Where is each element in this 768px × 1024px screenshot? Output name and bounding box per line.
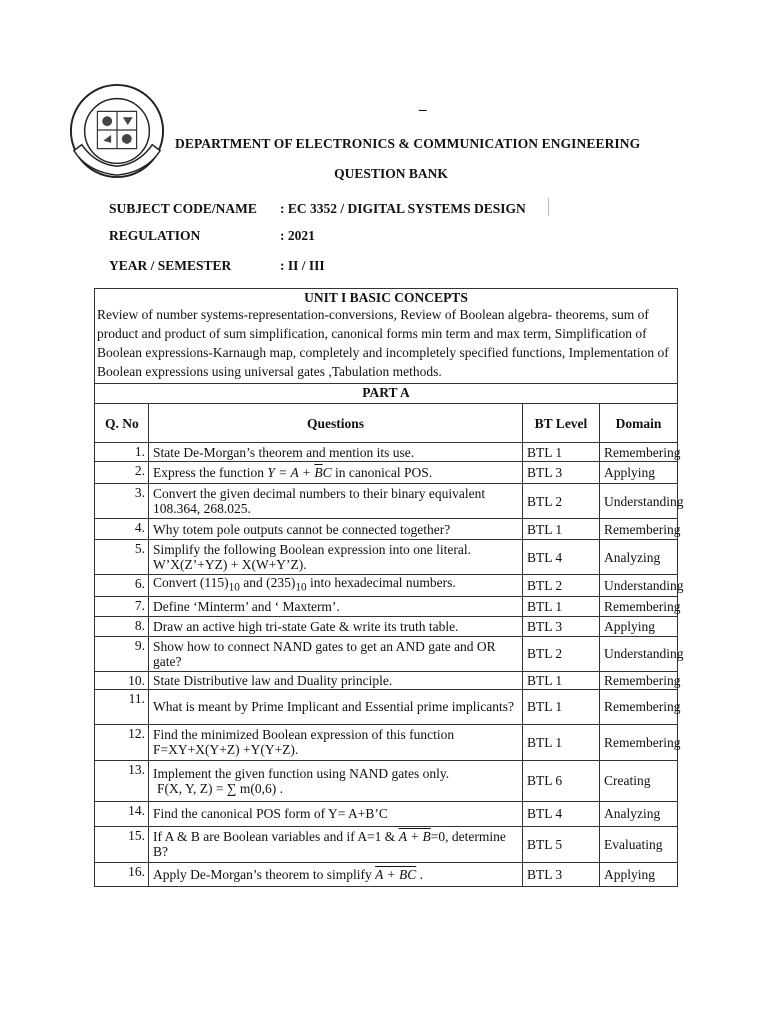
row-domain: Remembering bbox=[600, 596, 678, 616]
row-question: What is meant by Prime Implicant and Essential prime implicants? bbox=[149, 689, 523, 724]
table-row bbox=[95, 540, 677, 575]
row-number: 16. bbox=[95, 862, 149, 886]
table-row bbox=[95, 689, 677, 724]
table-header-row bbox=[95, 404, 677, 443]
part-heading: PART A bbox=[95, 383, 677, 403]
row-bt-level: BTL 2 bbox=[523, 575, 600, 597]
row-domain: Applying bbox=[600, 462, 678, 484]
table-row bbox=[95, 636, 677, 671]
row-question: Find the canonical POS form of Y= A+B’C bbox=[149, 801, 523, 826]
meta-value-regulation: : 2021 bbox=[280, 228, 315, 243]
row-number: 13. bbox=[95, 760, 149, 801]
table-row bbox=[95, 616, 677, 636]
question-bank-frame bbox=[94, 288, 684, 887]
meta-value-year-semester: : II / III bbox=[280, 258, 325, 273]
meta-label-subject: SUBJECT CODE/NAME bbox=[109, 201, 257, 216]
row-question: State Distributive law and Duality principle. bbox=[149, 671, 523, 689]
row-bt-level: BTL 2 bbox=[523, 484, 600, 519]
row-domain: Remembering bbox=[600, 671, 678, 689]
row-domain: Understanding bbox=[600, 636, 678, 671]
row-domain: Applying bbox=[600, 862, 678, 886]
row-number: 9. bbox=[95, 636, 149, 671]
row-question: Convert the given decimal numbers to their binary equivalent 108.364, 268.025. bbox=[149, 484, 523, 519]
unit-description: Review of number systems-representation-conversions, Review of Boolean algebra- theorems, sum of product and product of sum simplification, canonical forms min term and max term, Simplification of Boolean expressions-Karnaugh map, completely and incompletely specified functions, Implementation of Boolean expressions using universal gates ,Tabulation methods. bbox=[97, 307, 669, 379]
row-question: If A & B are Boolean variables and if A=1 & A + B=0, determine B? bbox=[149, 826, 523, 862]
row-number: 8. bbox=[95, 616, 149, 636]
row-domain: Creating bbox=[600, 760, 678, 801]
table-row bbox=[95, 671, 677, 689]
row-question: Draw an active high tri-state Gate & write its truth table. bbox=[149, 616, 523, 636]
row-bt-level: BTL 1 bbox=[523, 443, 600, 462]
header-questions: Questions bbox=[149, 404, 523, 443]
row-question: Define ‘Minterm’ and ‘ Maxterm’. bbox=[149, 596, 523, 616]
unit-title: UNIT I BASIC CONCEPTS bbox=[304, 290, 468, 305]
row-question: Simplify the following Boolean expression into one literal. W’X(Z’+YZ) + X(W+Y’Z). bbox=[149, 540, 523, 575]
row-domain: Remembering bbox=[600, 689, 678, 724]
row-domain: Applying bbox=[600, 616, 678, 636]
row-number: 14. bbox=[95, 801, 149, 826]
header-domain: Domain bbox=[600, 404, 678, 443]
meta-value-subject: : EC 3352 / DIGITAL SYSTEMS DESIGN bbox=[280, 201, 526, 216]
table-row bbox=[95, 462, 677, 484]
table-row bbox=[95, 801, 677, 826]
row-question: Express the function $Y = A + \overline{B}C$ in canonical POS. bbox=[149, 462, 523, 484]
row-number: 11. bbox=[95, 689, 149, 724]
table-row bbox=[95, 826, 677, 862]
table-row bbox=[95, 862, 677, 886]
row-bt-level: BTL 1 bbox=[523, 689, 600, 724]
row-number: 7. bbox=[95, 596, 149, 616]
row-question: Convert $(115)_{10}$ and $(235)_{10}$ into hexadecimal numbers. bbox=[149, 575, 523, 597]
row-domain: Analyzing bbox=[600, 540, 678, 575]
row-domain: Understanding bbox=[600, 484, 678, 519]
row-question: Show how to connect NAND gates to get an AND gate and OR gate? bbox=[149, 636, 523, 671]
row-question: Why totem pole outputs cannot be connected together? bbox=[149, 519, 523, 540]
table-row bbox=[95, 519, 677, 540]
table-row bbox=[95, 443, 677, 462]
row-bt-level: BTL 3 bbox=[523, 462, 600, 484]
table-row bbox=[95, 596, 677, 616]
row-bt-level: BTL 1 bbox=[523, 596, 600, 616]
row-bt-level: BTL 4 bbox=[523, 801, 600, 826]
row-domain: Remembering bbox=[600, 519, 678, 540]
row-question: Apply De-Morgan’s theorem to simplify A + BC . bbox=[149, 862, 523, 886]
table-row bbox=[95, 760, 677, 801]
row-bt-level: BTL 2 bbox=[523, 636, 600, 671]
row-bt-level: BTL 1 bbox=[523, 724, 600, 760]
row-number: 6. bbox=[95, 575, 149, 597]
row-bt-level: BTL 1 bbox=[523, 671, 600, 689]
row-question: State De-Morgan’s theorem and mention its use. bbox=[149, 443, 523, 462]
text-cursor-bar bbox=[548, 198, 549, 216]
row-domain: Evaluating bbox=[600, 826, 678, 862]
meta-label-year-semester: YEAR / SEMESTER bbox=[109, 258, 232, 273]
header-bt-level: BT Level bbox=[523, 404, 600, 443]
row-bt-level: BTL 3 bbox=[523, 616, 600, 636]
row-domain: Remembering bbox=[600, 724, 678, 760]
row-question: Implement the given function using NAND gates only. F(X, Y, Z) = ∑ m(0,6) . bbox=[149, 760, 523, 801]
row-domain: Understanding bbox=[600, 575, 678, 597]
row-bt-level: BTL 1 bbox=[523, 519, 600, 540]
row-number: 2. bbox=[95, 462, 149, 484]
row-bt-level: BTL 6 bbox=[523, 760, 600, 801]
document-type-title: QUESTION BANK bbox=[334, 166, 448, 181]
row-number: 4. bbox=[95, 519, 149, 540]
row-number: 12. bbox=[95, 724, 149, 760]
header-dash: _ bbox=[419, 97, 427, 113]
row-number: 1. bbox=[95, 443, 149, 462]
table-row bbox=[95, 724, 677, 760]
table-row bbox=[95, 484, 677, 519]
row-number: 5. bbox=[95, 540, 149, 575]
row-number: 15. bbox=[95, 826, 149, 862]
header-qno: Q. No bbox=[95, 404, 149, 443]
row-number: 10. bbox=[95, 671, 149, 689]
table-row bbox=[95, 575, 677, 597]
questions-table bbox=[95, 403, 684, 886]
row-bt-level: BTL 3 bbox=[523, 862, 600, 886]
row-bt-level: BTL 4 bbox=[523, 540, 600, 575]
department-title: DEPARTMENT OF ELECTRONICS & COMMUNICATION ENGINEERING bbox=[175, 136, 641, 151]
row-bt-level: BTL 5 bbox=[523, 826, 600, 862]
row-question: Find the minimized Boolean expression of this function F=XY+X(Y+Z) +Y(Y+Z). bbox=[149, 724, 523, 760]
row-number: 3. bbox=[95, 484, 149, 519]
row-domain: Analyzing bbox=[600, 801, 678, 826]
meta-label-regulation: REGULATION bbox=[109, 228, 201, 243]
row-domain: Remembering bbox=[600, 443, 678, 462]
